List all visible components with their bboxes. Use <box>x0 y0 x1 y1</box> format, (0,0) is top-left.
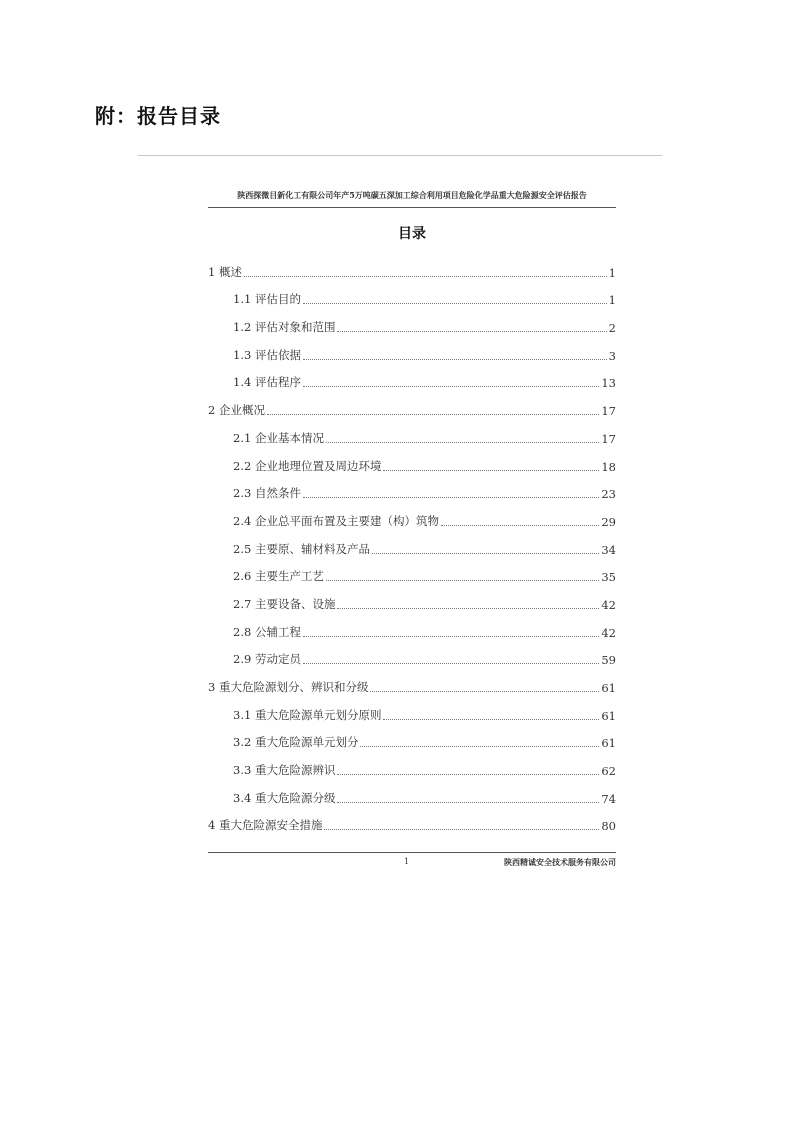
toc-list <box>208 252 616 833</box>
toc-entry-label: 4 重大危险源安全措施 <box>208 818 323 833</box>
toc-entry <box>208 335 616 363</box>
toc-entry-page: 59 <box>601 653 616 668</box>
toc-entry <box>208 695 616 723</box>
toc-entry-page: 42 <box>601 625 616 640</box>
toc-entry-label: 2.2 企业地理位置及周边环境 <box>233 458 382 473</box>
toc-entry <box>208 667 616 695</box>
toc-entry-label: 2.4 企业总平面布置及主要建（构）筑物 <box>233 513 439 528</box>
toc-entry-label: 3 重大危险源划分、辨识和分级 <box>208 680 369 694</box>
toc-entry <box>208 529 616 557</box>
toc-entry-page: 17 <box>601 431 616 446</box>
toc-entry-page: 13 <box>601 376 616 391</box>
toc-entry-page: 34 <box>601 542 616 557</box>
toc-dot-leader <box>370 691 599 692</box>
toc-entry-label: 2.7 主要设备、设施 <box>233 596 336 611</box>
toc-entry-label: 1.2 评估对象和范围 <box>233 320 336 335</box>
toc-entry-page: 42 <box>601 597 616 612</box>
toc-entry <box>208 446 616 474</box>
toc-dot-leader <box>337 608 599 609</box>
toc-dot-leader <box>244 276 607 277</box>
toc-entry-page: 3 <box>608 348 616 363</box>
toc-dot-leader <box>303 663 599 664</box>
toc-entry <box>208 750 616 778</box>
toc-entry-label: 2.1 企业基本情况 <box>233 430 324 445</box>
toc-entry-label: 3.3 重大危险源辨识 <box>233 763 336 778</box>
toc-dot-leader <box>441 525 599 526</box>
toc-dot-leader <box>326 442 599 443</box>
top-divider <box>138 155 662 156</box>
toc-entry <box>208 501 616 529</box>
toc-entry-label: 3.1 重大危险源单元划分原则 <box>233 707 382 722</box>
toc-entry <box>208 640 616 668</box>
toc-entry-label: 3.4 重大危险源分级 <box>233 790 336 805</box>
toc-entry-label: 2.3 自然条件 <box>233 486 301 501</box>
toc-entry <box>208 612 616 640</box>
toc-entry-label: 1.4 评估程序 <box>233 375 301 390</box>
toc-entry-label: 2.5 主要原、辅材料及产品 <box>233 541 370 556</box>
report-page-image <box>208 190 616 880</box>
toc-entry-page: 2 <box>608 321 616 336</box>
footer-page-number: 1 <box>404 857 410 866</box>
toc-entry <box>208 778 616 806</box>
toc-entry-page: 35 <box>601 570 616 585</box>
toc-dot-leader <box>337 331 606 332</box>
toc-dot-leader <box>303 303 607 304</box>
toc-entry-label: 3.2 重大危险源单元划分 <box>233 735 359 750</box>
toc-entry-page: 1 <box>608 293 616 308</box>
toc-entry <box>208 252 616 280</box>
toc-dot-leader <box>360 746 599 747</box>
toc-dot-leader <box>267 414 599 415</box>
toc-dot-leader <box>324 829 599 830</box>
toc-entry-label: 1.3 评估依据 <box>233 347 301 362</box>
running-header: 陕西探微目新化工有限公司年产5万吨碳五深加工综合利用项目危险化学品重大危险源安全评估报告 <box>237 190 587 200</box>
toc-entry-label: 1.1 评估目的 <box>233 292 301 307</box>
toc-entry-page: 18 <box>601 459 616 474</box>
toc-dot-leader <box>303 497 599 498</box>
toc-title: 目录 <box>398 226 426 242</box>
toc-entry-label: 2.9 劳动定员 <box>233 652 301 667</box>
toc-entry-page: 61 <box>601 708 616 723</box>
toc-entry-page: 23 <box>601 487 616 502</box>
toc-entry-page: 61 <box>601 736 616 751</box>
toc-entry <box>208 806 616 834</box>
toc-entry <box>208 363 616 391</box>
footer-rule <box>208 852 616 853</box>
toc-dot-leader <box>337 802 599 803</box>
header-rule <box>208 207 616 208</box>
toc-dot-leader <box>303 386 599 387</box>
toc-entry-label: 2.8 公辅工程 <box>233 624 301 639</box>
toc-entry-label: 1 概述 <box>208 264 242 279</box>
toc-entry <box>208 280 616 308</box>
toc-entry-page: 17 <box>601 404 616 419</box>
toc-entry-page: 62 <box>601 764 616 779</box>
toc-entry-page: 61 <box>601 681 616 695</box>
toc-entry <box>208 723 616 751</box>
toc-entry <box>208 584 616 612</box>
footer-company: 陕西精诚安全技术服务有限公司 <box>504 857 616 867</box>
page-heading: 附：报告目录 <box>95 104 221 128</box>
toc-entry-page: 80 <box>601 819 616 834</box>
toc-entry-page: 29 <box>601 514 616 529</box>
toc-entry <box>208 418 616 446</box>
toc-dot-leader <box>372 553 599 554</box>
toc-entry-label: 2 企业概况 <box>208 403 265 418</box>
toc-entry <box>208 307 616 335</box>
toc-entry-page: 74 <box>601 791 616 806</box>
toc-dot-leader <box>326 580 599 581</box>
toc-dot-leader <box>383 470 599 471</box>
toc-dot-leader <box>303 359 607 360</box>
toc-entry-page: 1 <box>608 265 616 280</box>
toc-entry-label: 2.6 主要生产工艺 <box>233 569 324 584</box>
toc-dot-leader <box>383 719 599 720</box>
toc-entry <box>208 390 616 418</box>
toc-entry <box>208 474 616 502</box>
toc-dot-leader <box>337 774 599 775</box>
toc-entry <box>208 557 616 585</box>
toc-dot-leader <box>303 636 599 637</box>
